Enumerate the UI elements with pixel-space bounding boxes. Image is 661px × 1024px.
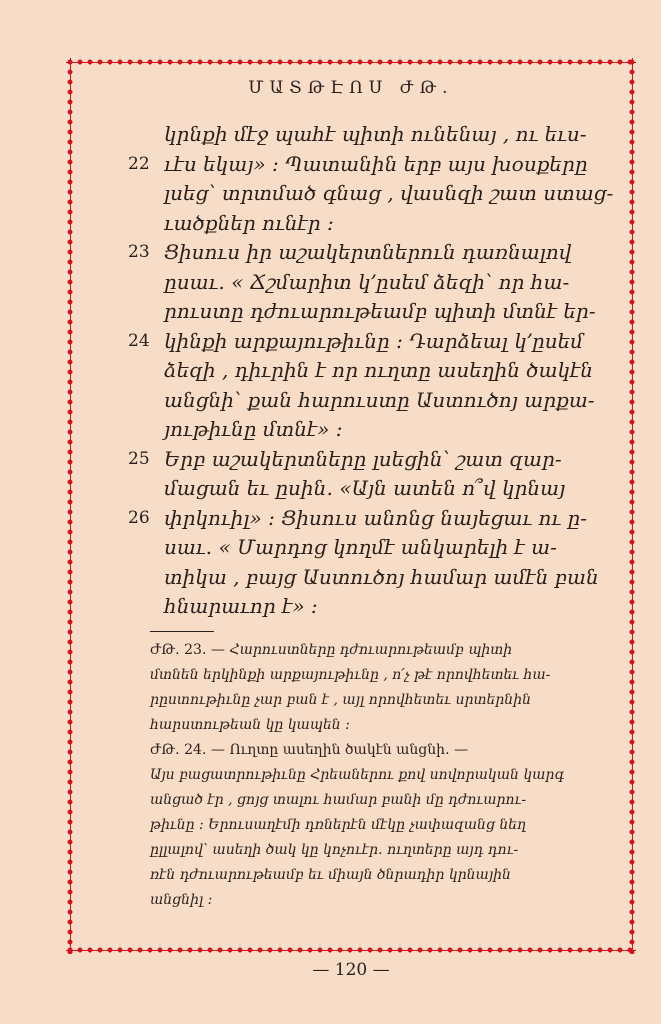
text-line: լսեց՝ տրտմած գնաց , վասնզի շատ ստաց- (164, 181, 614, 205)
verse-number: 25 (128, 448, 150, 469)
footnote-reference: ԺԹ․ 23․ — (150, 642, 226, 658)
text-line: ըսաւ․ « Ճշմարիտ կ՚ըսեմ ձեզի՝ որ հա- (164, 269, 570, 294)
text-line: կինքի արքայութիւնը ։ Դարձեալ կ՚ըսեմ (164, 328, 584, 353)
border-bottom (66, 946, 636, 954)
text-line: յութիւնը մտնէ» ։ (164, 417, 343, 441)
footnote-line: անցնիլ ։ (150, 892, 213, 908)
main-text (164, 120, 614, 622)
footnote-line: Այս բացատրութիւնը Հրեաներու քով սովորական կարգ (150, 767, 565, 783)
text-line: ւէս եկայ» ։ Պատանին երբ այս խօսքերը (164, 151, 588, 176)
footnote-line: հարստութեան կը կապեն ։ (150, 717, 350, 733)
border-top (66, 58, 636, 66)
footnotes (150, 638, 590, 913)
footnote-reference: ԺԹ․ 24․ — Ուղտը ասեղին ծակէն անցնի․ — (150, 742, 469, 758)
border-left (66, 58, 74, 954)
page-number: — 120 — (312, 960, 390, 980)
text-line: ւածքներ ունէր ։ (164, 210, 334, 235)
footnote-line (150, 638, 590, 663)
border-right (628, 58, 636, 954)
text-line: հնարաւոր է» ։ (164, 594, 318, 618)
text-line: ձեզի , դիւրին է որ ուղտը ասեղին ծակէն (164, 358, 594, 382)
footnote-text: Հարուստները դժուարութեամբ պիտի (229, 642, 513, 658)
footnote-line: թիւնը ։ Երուսաղէմի դռներէն մէկը չափազանց նեղ (150, 817, 526, 833)
footnote-line: ռէն դժուարութեամբ եւ միայն ծնրադիր կրնային (150, 867, 511, 883)
text-line: տիկա , բայց Աստուծոյ համար ամէն բան (164, 564, 599, 589)
text-line: մացան եւ ըսին․ «Այն ատեն ո՞վ կրնայ (164, 476, 566, 500)
page-title: ՄԱՏԹԷՈՍ ԺԹ․ (248, 78, 454, 98)
footnote-line: րըստութիւնը չար բան է , այլ որովհետեւ սրտերնին (150, 692, 531, 708)
verse-number: 22 (128, 153, 150, 174)
text-line: Երբ աշակերտները լսեցին՝ շատ զար- (164, 446, 562, 471)
footnote-divider (150, 631, 214, 632)
verse-number: 23 (128, 242, 150, 262)
verse-number: 26 (128, 507, 150, 528)
verse-number: 24 (128, 330, 150, 351)
footnote-line: անցած էր , ցոյց տալու համար բանի մը դժուարու- (150, 792, 527, 808)
footnote-line: մտնեն երկինքի արքայութիւնը , ո՛չ թէ որովհետեւ հա- (150, 667, 551, 683)
text-line: փրկուիլ» ։ Ցիսուս անոնց նայեցաւ ու ը- (164, 505, 588, 530)
text-line: կրնքի մէջ պահէ պիտի ունենայ , ու եւս- (164, 122, 587, 146)
footnote-line: ըլլալով՝ ասեղի ծակ կը կոչուէր․ ուղտերը այդ դու- (150, 842, 519, 858)
text-line: րուստը դժուարութեամբ պիտի մտնէ եր- (164, 299, 596, 323)
text-line: Ցիսուս իր աշակերտներուն դառնալով (164, 240, 572, 264)
text-line: սաւ․ « Մարդոց կողմէ անկարելի է ա- (164, 535, 557, 559)
text-line: անցնի՝ քան հարուստը Աստուծոյ արքա- (164, 387, 595, 412)
